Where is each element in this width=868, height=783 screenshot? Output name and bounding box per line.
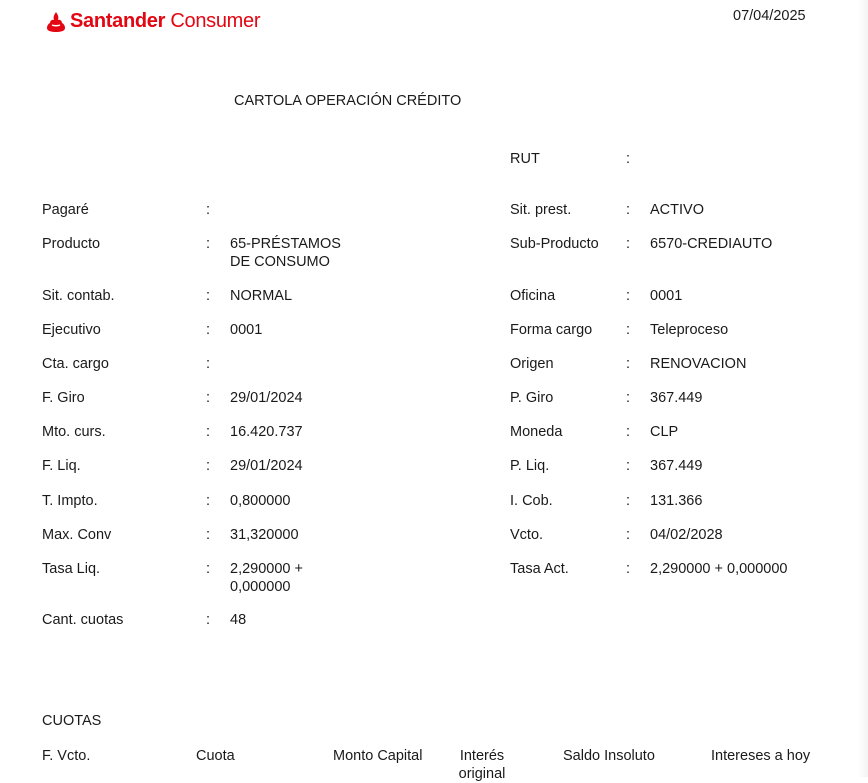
column-header-saldo-insoluto: Saldo Insoluto bbox=[563, 748, 655, 764]
field-colon: : bbox=[626, 561, 631, 577]
field-label-p-giro: P. Giro bbox=[510, 390, 554, 406]
field-colon: : bbox=[206, 612, 211, 628]
field-colon: : bbox=[206, 322, 211, 338]
field-colon: : bbox=[206, 390, 211, 406]
field-label-t-impto: T. Impto. bbox=[42, 493, 98, 509]
field-value-f-liq: 29/01/2024 bbox=[230, 458, 303, 474]
brand-name: Santander bbox=[70, 10, 166, 32]
field-colon: : bbox=[206, 356, 211, 372]
field-label-cant-cuotas: Cant. cuotas bbox=[42, 612, 124, 628]
field-colon: : bbox=[206, 288, 211, 304]
field-value-vcto: 04/02/2028 bbox=[650, 527, 723, 543]
field-value-i-cob: 131.366 bbox=[650, 493, 703, 509]
field-value-p-giro: 367.449 bbox=[650, 390, 703, 406]
field-value-tasa-act: 2,290000 + 0,000000 bbox=[650, 561, 788, 577]
field-label-max-conv: Max. Conv bbox=[42, 527, 112, 543]
field-label-i-cob: I. Cob. bbox=[510, 493, 553, 509]
santander-consumer-logo bbox=[46, 10, 260, 33]
brand-suffix: Consumer bbox=[165, 10, 261, 32]
field-colon: : bbox=[206, 561, 211, 577]
field-label-f-giro: F. Giro bbox=[42, 390, 85, 406]
field-label-origen: Origen bbox=[510, 356, 554, 372]
field-label-ejecutivo: Ejecutivo bbox=[42, 322, 101, 338]
field-label-pagare: Pagaré bbox=[42, 202, 89, 218]
page-edge-shadow bbox=[858, 0, 868, 777]
field-colon: : bbox=[206, 527, 211, 543]
field-label-sub-producto: Sub-Producto bbox=[510, 236, 599, 252]
field-value-ejecutivo: 0001 bbox=[230, 322, 263, 338]
field-colon: : bbox=[626, 356, 631, 372]
field-value-f-giro: 29/01/2024 bbox=[230, 390, 303, 406]
field-value-origen: RENOVACION bbox=[650, 356, 747, 372]
field-colon: : bbox=[626, 322, 631, 338]
field-label-sit-contab: Sit. contab. bbox=[42, 288, 115, 304]
field-colon: : bbox=[626, 527, 631, 543]
column-header-monto-capital: Monto Capital bbox=[333, 748, 423, 764]
field-colon: : bbox=[206, 458, 211, 474]
field-value-moneda: CLP bbox=[650, 424, 679, 440]
field-colon: : bbox=[626, 390, 631, 406]
field-value-sub-producto: 6570-CREDIAUTO bbox=[650, 236, 773, 252]
field-value-p-liq: 367.449 bbox=[650, 458, 703, 474]
field-colon: : bbox=[626, 458, 631, 474]
field-colon: : bbox=[626, 236, 631, 252]
field-colon: : bbox=[626, 202, 631, 218]
field-value-oficina: 0001 bbox=[650, 288, 683, 304]
field-label-mto-curs: Mto. curs. bbox=[42, 424, 106, 440]
field-value-producto: 65-PRÉSTAMOS DE CONSUMO bbox=[230, 236, 341, 270]
flame-icon bbox=[46, 11, 66, 33]
field-colon: : bbox=[206, 202, 211, 218]
rut-label: RUT bbox=[510, 151, 540, 167]
field-value-max-conv: 31,320000 bbox=[230, 527, 299, 543]
field-label-p-liq: P. Liq. bbox=[510, 458, 550, 474]
field-colon: : bbox=[626, 493, 631, 509]
field-label-tasa-liq: Tasa Liq. bbox=[42, 561, 101, 577]
field-colon: : bbox=[626, 288, 631, 304]
field-label-forma-cargo: Forma cargo bbox=[510, 322, 593, 338]
field-value-sit-prest: ACTIVO bbox=[650, 202, 704, 218]
rut-colon: : bbox=[626, 151, 631, 167]
field-label-cta-cargo: Cta. cargo bbox=[42, 356, 109, 372]
column-header-intereses-a-hoy: Intereses a hoy bbox=[711, 748, 811, 764]
field-value-forma-cargo: Teleproceso bbox=[650, 322, 729, 338]
field-colon: : bbox=[626, 424, 631, 440]
field-value-t-impto: 0,800000 bbox=[230, 493, 291, 509]
field-label-f-liq: F. Liq. bbox=[42, 458, 81, 474]
document-date: 07/04/2025 bbox=[733, 8, 806, 24]
column-header-f-vcto: F. Vcto. bbox=[42, 748, 91, 764]
document-title: CARTOLA OPERACIÓN CRÉDITO bbox=[234, 93, 462, 109]
field-value-cant-cuotas: 48 bbox=[230, 612, 247, 628]
field-value-mto-curs: 16.420.737 bbox=[230, 424, 303, 440]
field-colon: : bbox=[206, 424, 211, 440]
column-header-cuota: Cuota bbox=[196, 748, 235, 764]
field-label-producto: Producto bbox=[42, 236, 101, 252]
field-colon: : bbox=[206, 493, 211, 509]
cuotas-section-title: CUOTAS bbox=[42, 713, 102, 729]
field-label-sit-prest: Sit. prest. bbox=[510, 202, 572, 218]
field-value-sit-contab: NORMAL bbox=[230, 288, 293, 304]
field-value-tasa-liq: 2,290000 + 0,000000 bbox=[230, 561, 303, 595]
field-label-moneda: Moneda bbox=[510, 424, 563, 440]
field-label-tasa-act: Tasa Act. bbox=[510, 561, 569, 577]
field-label-vcto: Vcto. bbox=[510, 527, 544, 543]
column-header-interes-original: Interés original bbox=[458, 748, 506, 782]
field-colon: : bbox=[206, 236, 211, 252]
field-label-oficina: Oficina bbox=[510, 288, 556, 304]
